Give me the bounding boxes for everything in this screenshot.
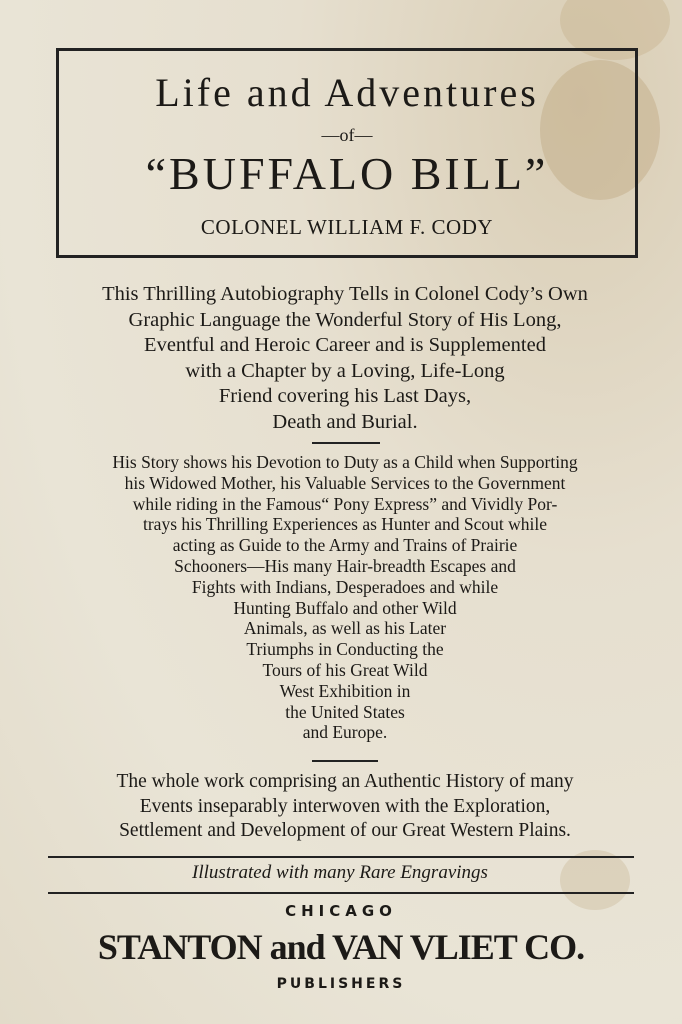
intro-line: with a Chapter by a Loving, Life-Long bbox=[185, 359, 505, 382]
intro-paragraph bbox=[40, 282, 650, 435]
story-line: trays his Thrilling Experiences as Hunter and Scout while bbox=[142, 514, 548, 535]
rule-bottom bbox=[48, 892, 634, 894]
story-line: while riding in the Famous“ Pony Express” and Vividly Por- bbox=[132, 493, 558, 514]
divider bbox=[312, 760, 378, 762]
title-line-of: —of— bbox=[321, 125, 373, 145]
closing-line: The whole work comprising an Authentic History of many bbox=[116, 771, 574, 792]
story-line: Triumphs in Conducting the bbox=[246, 639, 444, 660]
story-line: the United States bbox=[285, 701, 405, 722]
story-paragraph bbox=[40, 452, 650, 743]
intro-line: Friend covering his Last Days, bbox=[218, 385, 472, 407]
publisher: STANTON and VAN VLIET CO. bbox=[97, 927, 585, 967]
story-line: Hunting Buffalo and other Wild bbox=[233, 597, 457, 618]
title-box bbox=[56, 48, 638, 258]
closing-line: Events inseparably interwoven with the Exploration, bbox=[139, 795, 551, 817]
divider bbox=[312, 442, 380, 444]
rule-top bbox=[48, 856, 634, 858]
closing-paragraph bbox=[40, 770, 650, 844]
publishers-label: PUBLISHERS bbox=[276, 976, 406, 992]
story-line: Fights with Indians, Desperadoes and while bbox=[191, 576, 499, 597]
city: CHICAGO bbox=[285, 902, 397, 920]
story-line: Tours of his Great Wild bbox=[262, 659, 428, 680]
intro-line: This Thrilling Autobiography Tells in Colonel Cody’s Own bbox=[102, 283, 588, 305]
title-line-1: Life and Adventures bbox=[155, 70, 539, 115]
story-line: West Exhibition in bbox=[279, 680, 411, 701]
story-line: Animals, as well as his Later bbox=[243, 618, 447, 639]
intro-line: Death and Burial. bbox=[272, 410, 418, 433]
story-line: Schooners—His many Hair-breadth Escapes and bbox=[174, 555, 516, 576]
closing-line: Settlement and Development of our Great Western Plains. bbox=[119, 820, 571, 841]
story-line: and Europe. bbox=[302, 722, 388, 743]
story-line: his Widowed Mother, his Valuable Services to the Government bbox=[124, 472, 566, 493]
main-title: “BUFFALO BILL” bbox=[145, 148, 549, 199]
intro-line: Graphic Language the Wonderful Story of His Long, bbox=[128, 308, 562, 331]
intro-line: Eventful and Heroic Career and is Supplemented bbox=[144, 334, 546, 356]
author-name: COLONEL WILLIAM F. CODY bbox=[200, 215, 494, 239]
story-line: acting as Guide to the Army and Trains of Prairie bbox=[172, 535, 518, 556]
illustrated-note: Illustrated with many Rare Engravings bbox=[192, 862, 488, 883]
story-line: His Story shows his Devotion to Duty as a Child when Supporting bbox=[112, 452, 578, 472]
